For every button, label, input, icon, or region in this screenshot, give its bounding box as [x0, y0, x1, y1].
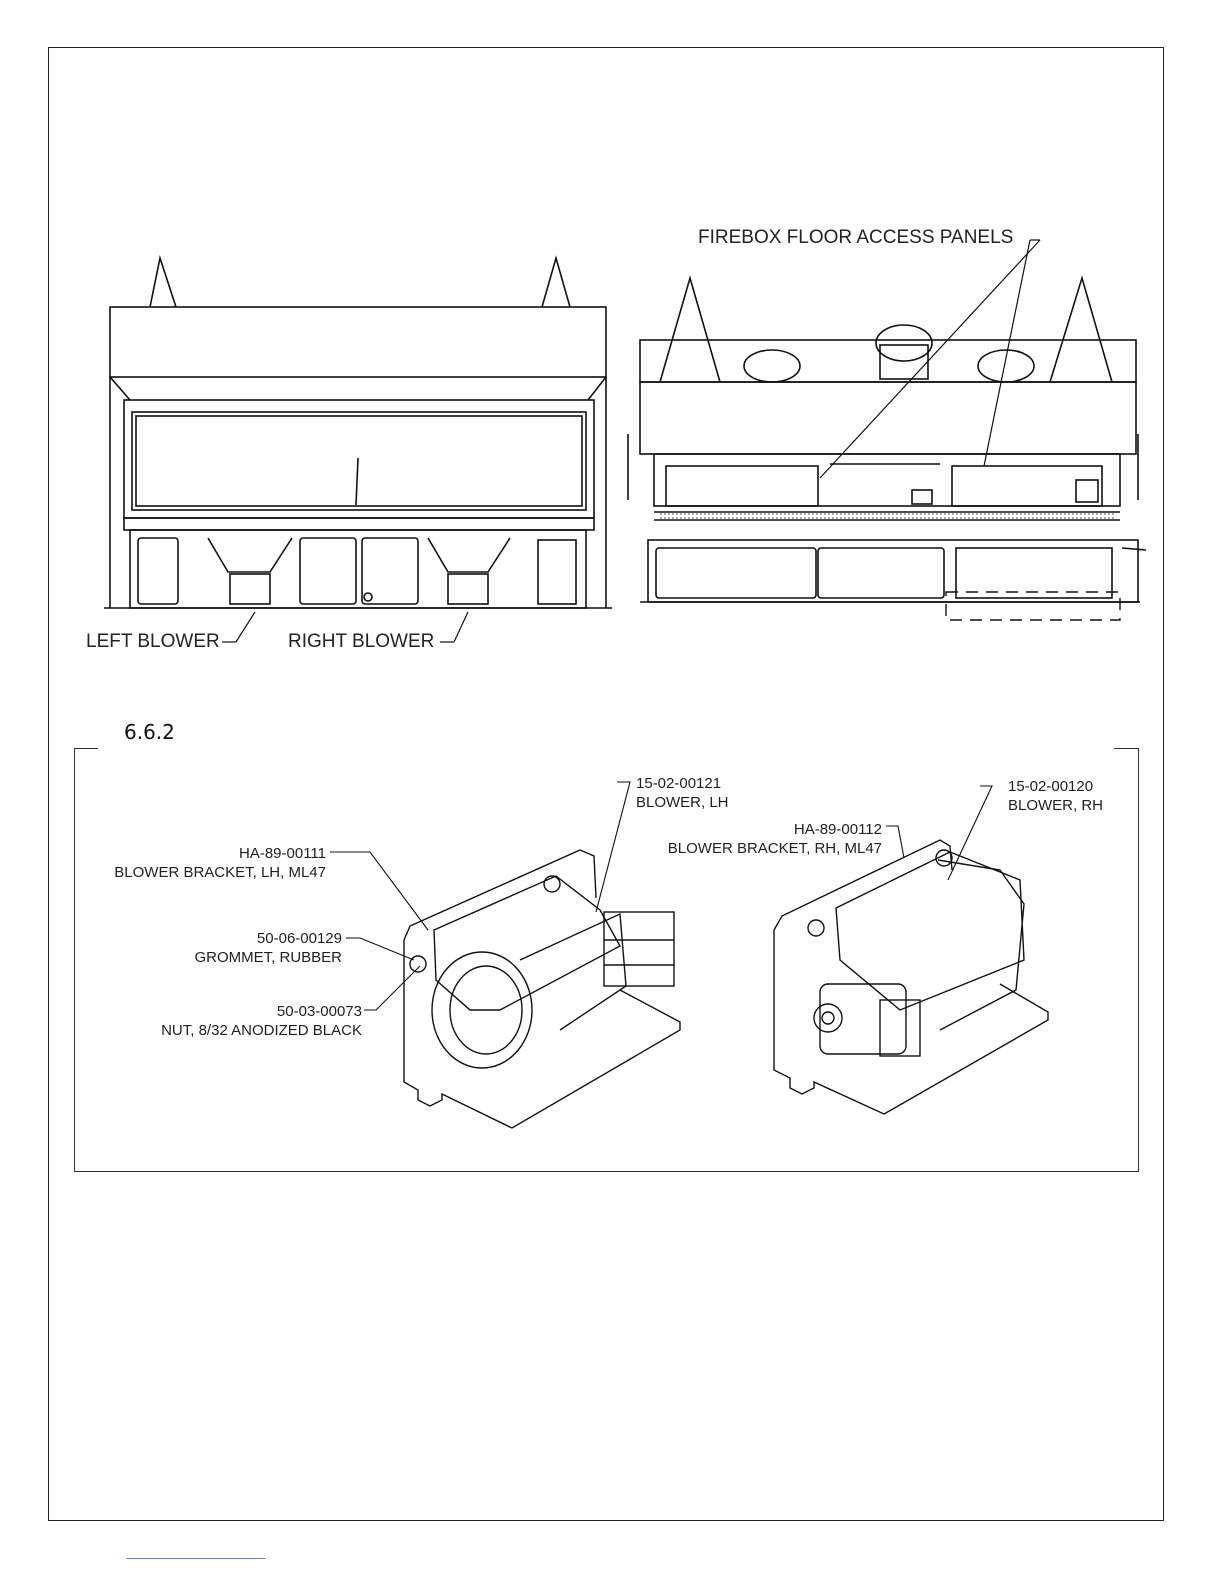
right-unit-drawing [628, 278, 1146, 602]
fireplace-front-views [0, 0, 1224, 700]
bracket-lh-name: BLOWER BRACKET, LH, ML47 [114, 864, 326, 881]
firebox-access-panels-callout: FIREBOX FLOOR ACCESS PANELS [698, 227, 1014, 248]
blower-rh-name: BLOWER, RH [1008, 797, 1104, 814]
box-top-right-edge [1114, 748, 1139, 749]
bracket-lh-part-number: HA-89-00111 [239, 845, 326, 862]
grommet-label [194, 929, 342, 967]
footer-rule [126, 1558, 266, 1559]
section-number: 6.6.2 [124, 720, 175, 744]
nut-label [161, 1002, 362, 1040]
bracket-rh-part-number: HA-89-00112 [793, 821, 882, 838]
bracket-lh-label [114, 844, 326, 882]
grommet-name: GROMMET, RUBBER [194, 949, 342, 966]
nut-name: NUT, 8/32 ANODIZED BLACK [161, 1022, 362, 1039]
right-blower-callout: RIGHT BLOWER [288, 631, 435, 652]
blower-rh-part-number: 15-02-00120 [1008, 778, 1094, 795]
grommet-part-number: 50-06-00129 [256, 930, 342, 947]
blower-lh-label [636, 774, 729, 812]
blower-lh-name: BLOWER, LH [636, 794, 729, 811]
box-top-left-edge [74, 748, 98, 749]
blower-lh-part-number: 15-02-00121 [636, 775, 722, 792]
bracket-rh-name: BLOWER BRACKET, RH, ML47 [667, 840, 882, 857]
left-unit-drawing [104, 258, 612, 608]
nut-part-number: 50-03-00073 [276, 1003, 362, 1020]
blower-rh-label [1008, 777, 1103, 815]
left-blower-callout: LEFT BLOWER [86, 631, 220, 652]
bracket-rh-label [668, 820, 882, 858]
